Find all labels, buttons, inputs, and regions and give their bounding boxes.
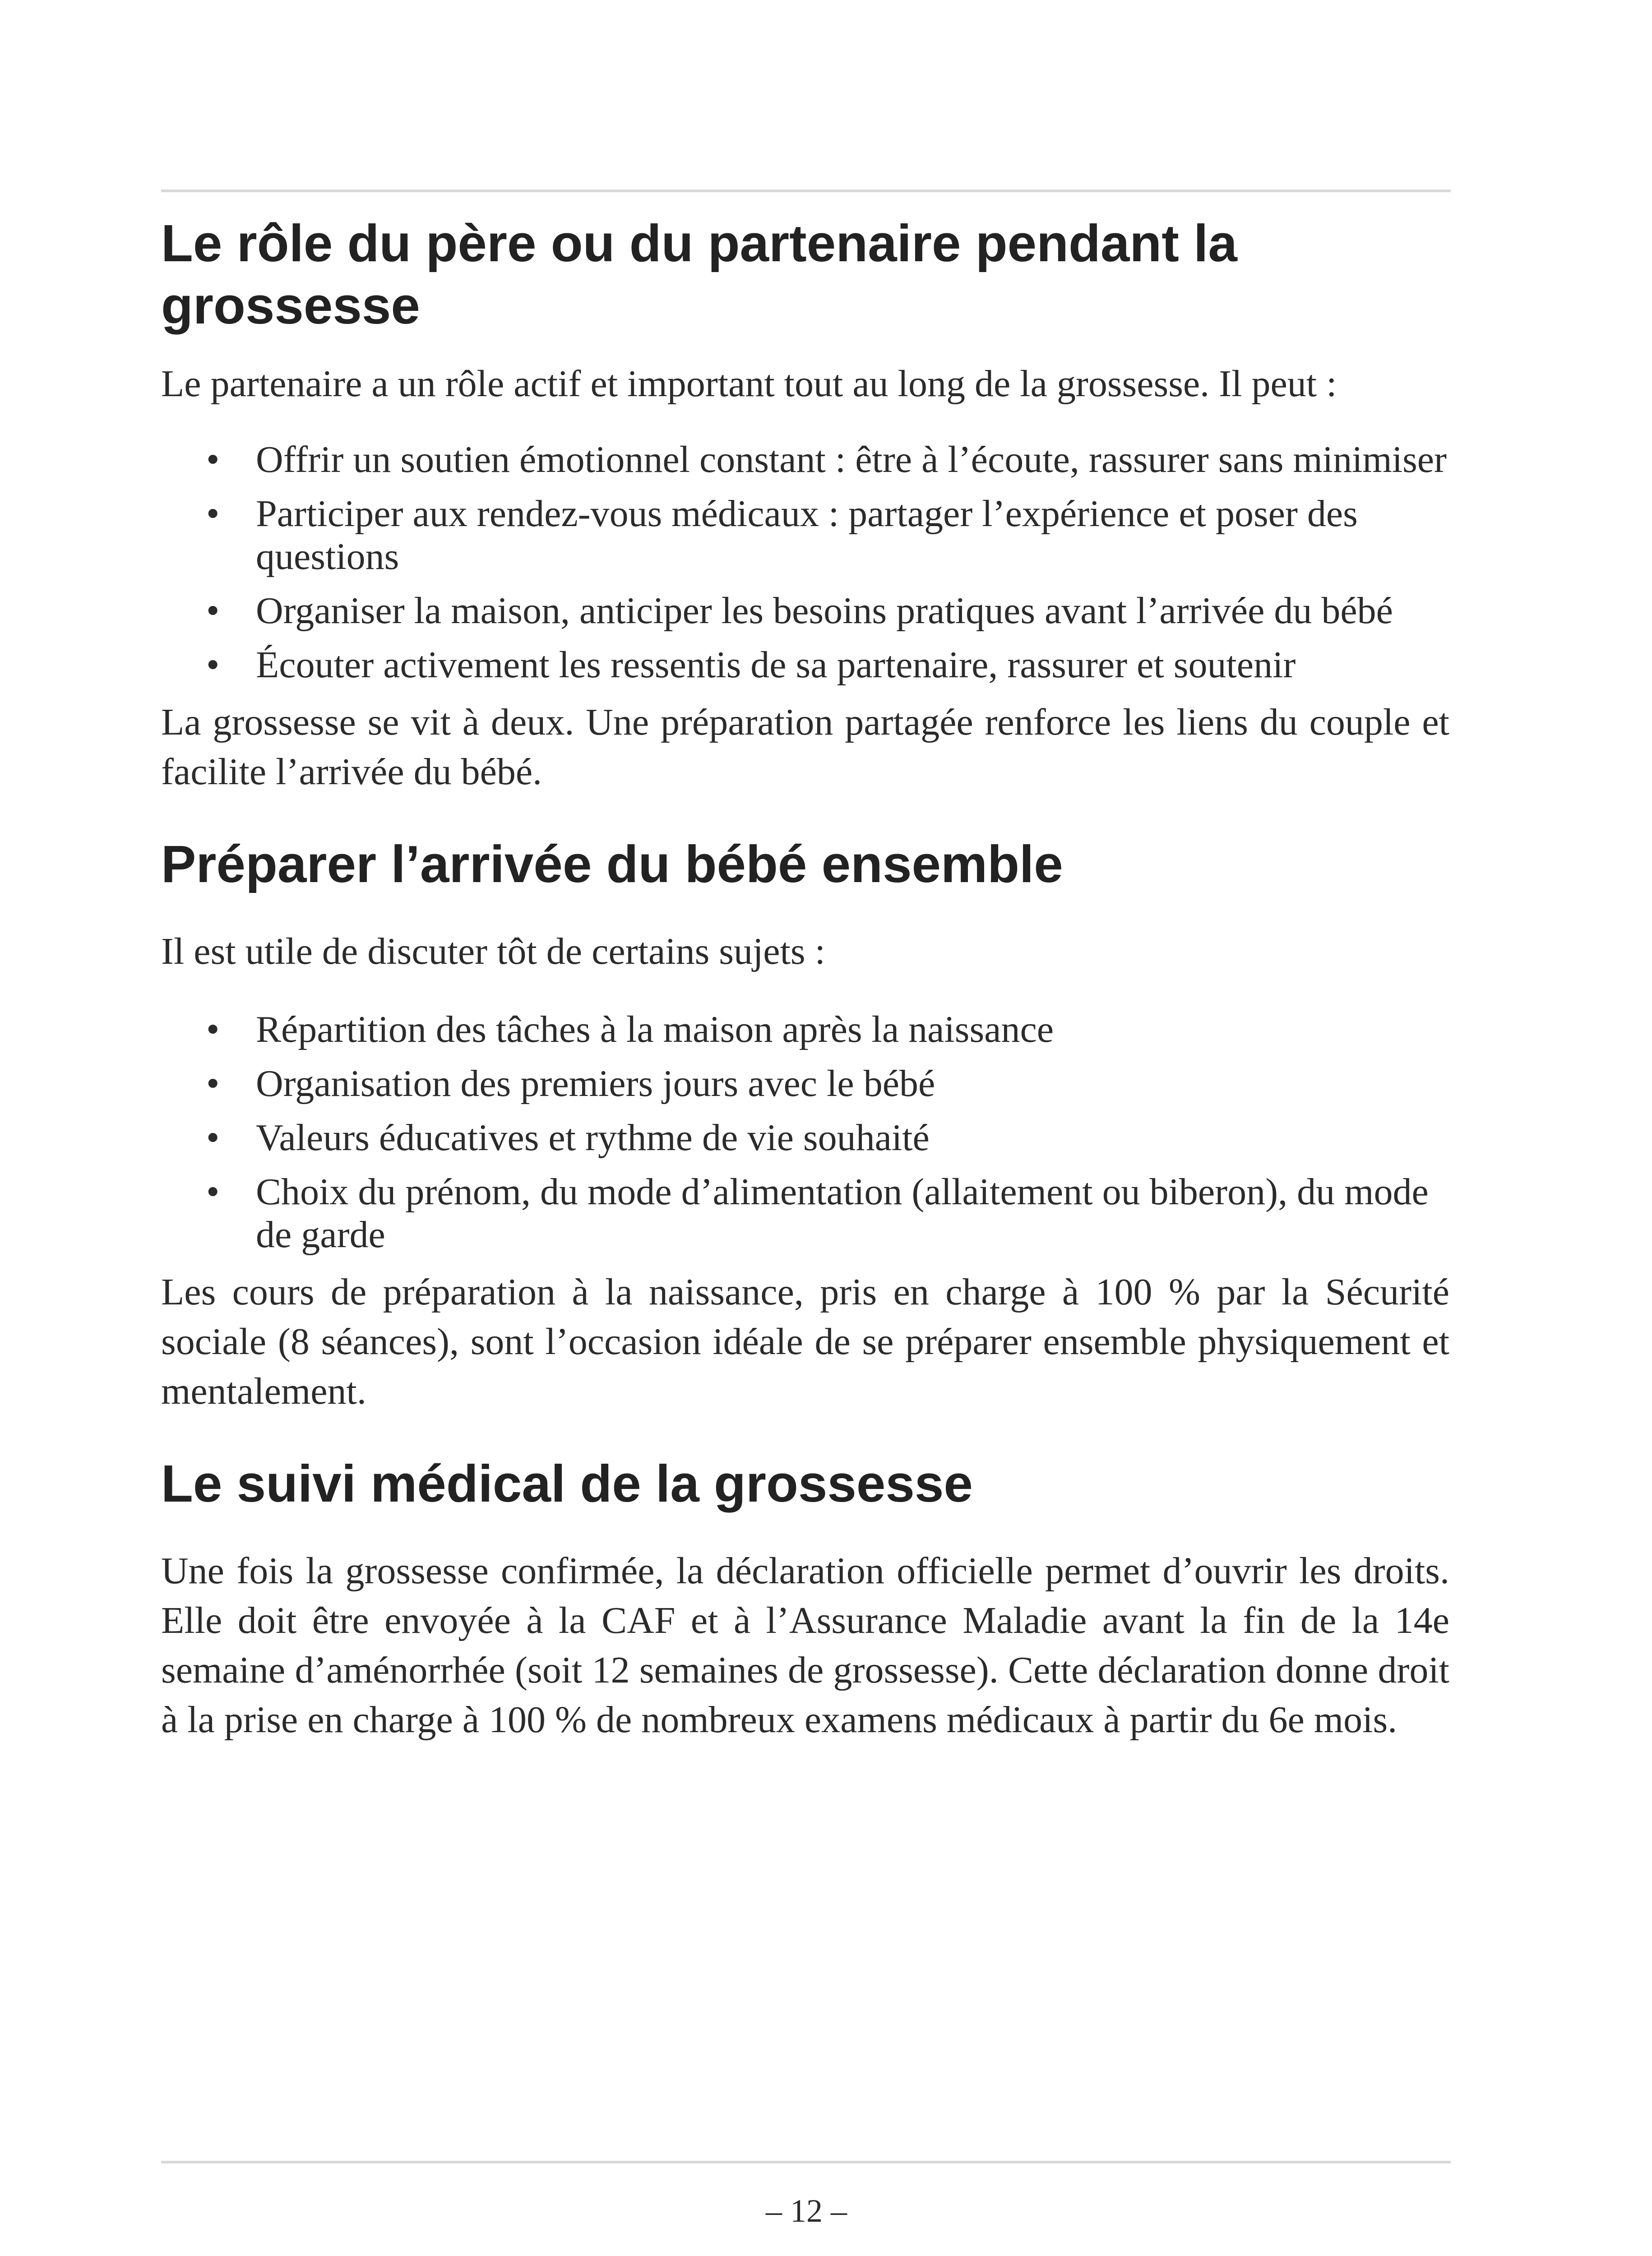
section-intro-paragraph: Le partenaire a un rôle actif et important tout au long de la grossesse. Il peut : [161, 363, 1337, 405]
list-item-text: Choix du prénom, du mode d’alimentation (allaitement ou biberon), du mode de garde [256, 1171, 1429, 1256]
list-item [161, 589, 1449, 632]
list-item [161, 1170, 1449, 1256]
list-item [161, 643, 1449, 686]
partner-role-list [161, 438, 1449, 686]
section-outro-paragraph: La grossesse se vit à deux. Une préparation partagée renforce les liens du couple et facilite l’arrivée du bébé. [161, 701, 1449, 793]
section-intro-paragraph: Il est utile de discuter tôt de certains sujets : [161, 930, 825, 972]
bottom-divider [161, 2161, 1451, 2164]
list-item [161, 1062, 1449, 1105]
section-title-medical-follow-up: Le suivi médical de la grossesse [161, 1454, 973, 1513]
list-item [161, 438, 1449, 481]
list-item-text: Écouter activement les ressentis de sa partenaire, rassurer et soutenir [256, 644, 1296, 686]
page-number: – 12 – [766, 2193, 847, 2229]
list-item-text: Organiser la maison, anticiper les besoins pratiques avant l’arrivée du bébé [256, 590, 1393, 632]
bullet-icon: • [206, 644, 220, 686]
bullet-icon: • [206, 1008, 220, 1050]
section-body-paragraph: Une fois la grossesse confirmée, la déclaration officielle permet d’ouvrir les droits. Elle doit être envoyée à la CAF et à l’Assurance Maladie avant la fin de la 14e semaine d’aménorrhée (soit 12 semaines de grossesse). Cette déclaration donne droit à la prise en charge à 100 % de nombreux examens médicaux à partir du 6e mois. [161, 1550, 1449, 1741]
bullet-icon: • [206, 1171, 220, 1213]
bullet-icon: • [206, 439, 220, 481]
section-title-partner-role: Le rôle du père ou du partenaire pendant la grossesse [161, 214, 1237, 335]
top-divider [161, 190, 1451, 192]
list-item [161, 1008, 1449, 1051]
list-item [161, 1116, 1449, 1159]
bullet-icon: • [206, 590, 220, 632]
list-item [161, 492, 1449, 578]
page-content [161, 212, 1449, 1745]
topics-list [161, 1008, 1449, 1256]
list-item-text: Valeurs éducatives et rythme de vie souhaité [256, 1117, 930, 1159]
section-title-prepare-arrival: Préparer l’arrivée du bébé ensemble [161, 835, 1063, 893]
bullet-icon: • [206, 1117, 220, 1159]
list-item-text: Répartition des tâches à la maison après la naissance [256, 1008, 1054, 1050]
section-outro-paragraph: Les cours de préparation à la naissance, pris en charge à 100 % par la Sécurité sociale (8 séances), sont l’occasion idéale de se préparer ensemble physiquement et mentalement. [161, 1271, 1449, 1412]
bullet-icon: • [206, 493, 220, 535]
list-item-text: Participer aux rendez-vous médicaux : partager l’expérience et poser des questions [256, 493, 1358, 578]
list-item-text: Offrir un soutien émotionnel constant : être à l’écoute, rassurer sans minimiser [256, 439, 1447, 481]
bullet-icon: • [206, 1063, 220, 1105]
list-item-text: Organisation des premiers jours avec le bébé [256, 1063, 935, 1105]
